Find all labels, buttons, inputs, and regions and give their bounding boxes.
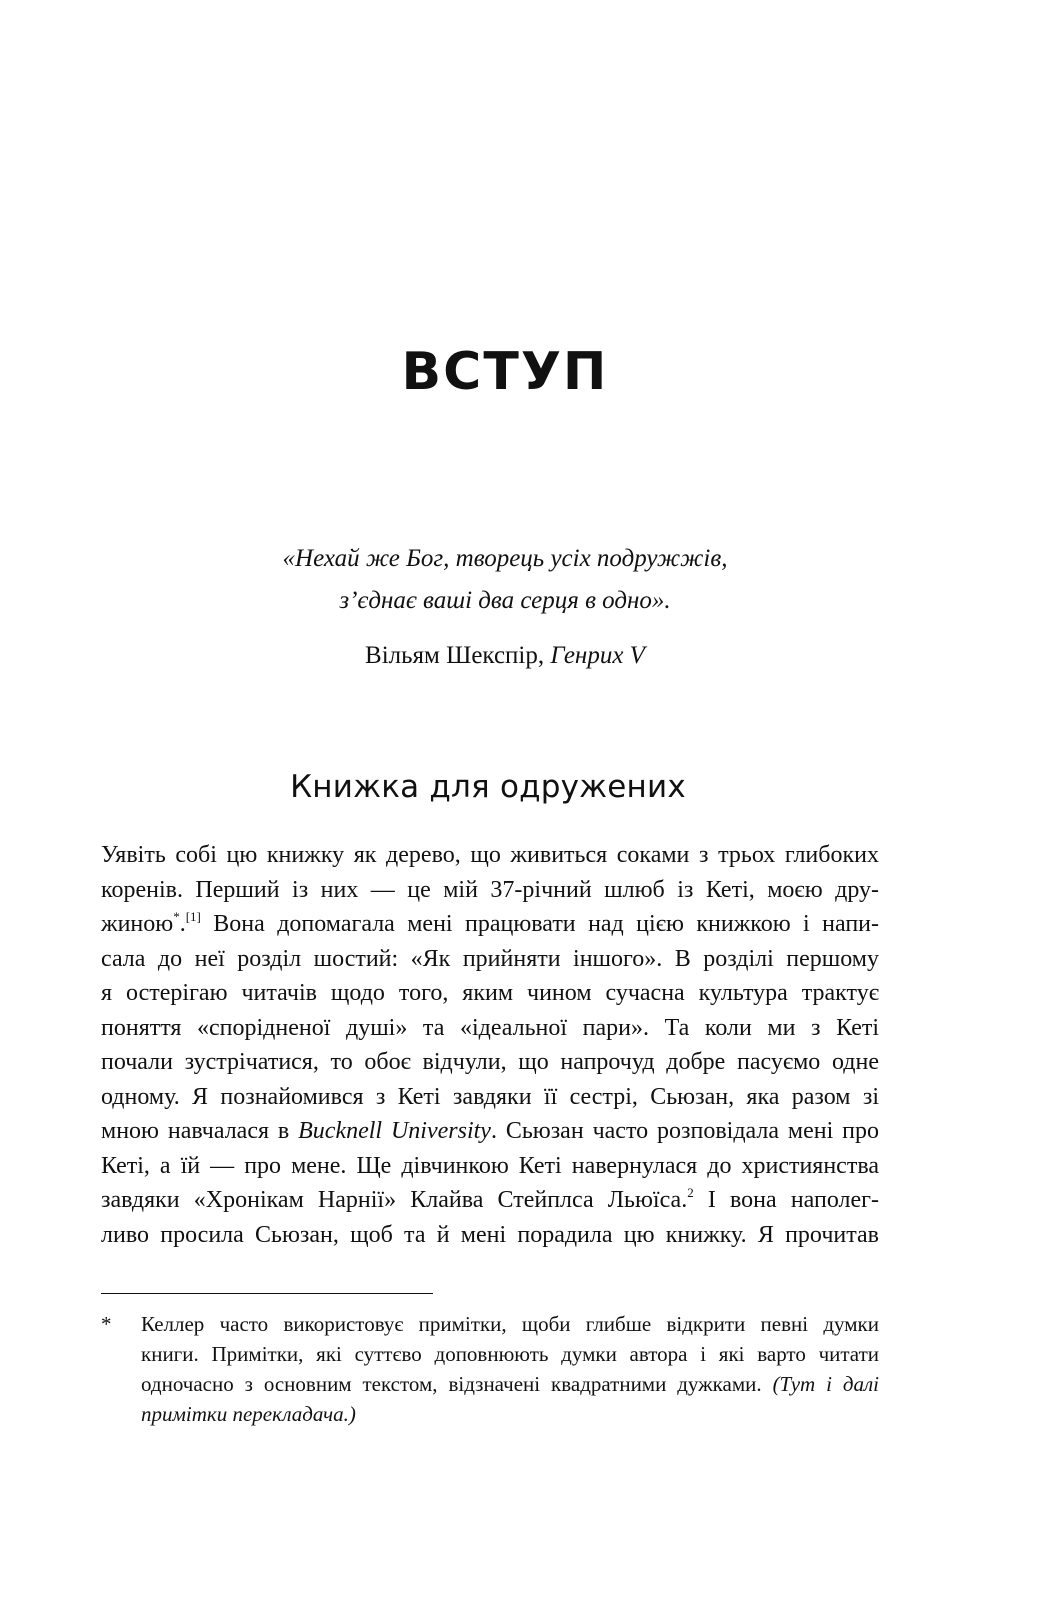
footnote-line: книги. Примітки, які суттєво доповнюють думки автора і які варто читати (141, 1342, 879, 1366)
body-line: я остерігаю читачів щодо того, яким чином сучасна культура трактує (101, 980, 879, 1006)
body-line: поняття «спорідненої душі» та «ідеальної пари». Та коли ми з Кеті (101, 1014, 879, 1041)
footnote-text (141, 1309, 879, 1429)
body-line: одному. Я познайомився з Кеті завдяки її сестрі, Сьюзан, яка разом зі (101, 1083, 879, 1110)
footnote-line: одночасно з основним текстом, відзначені квадратними дужками. (Тут і далі (141, 1372, 879, 1396)
epigraph-line: з’єднає ваші два серця в одно». (339, 587, 671, 614)
epigraph-line: «Нехай же Бог, творець усіх подружжів, (282, 545, 728, 572)
endnote-reference[interactable]: 2 (687, 1185, 694, 1200)
body-line: сала до неї розділ шостий: «Як прийняти іншого». В розділі першому (101, 945, 879, 972)
chapter-title: ВСТУП (401, 342, 609, 402)
body-line: жиною*.[1] Вона допомагала мені працювати над цією книжкою і напи- (101, 909, 879, 937)
body-line: почали зустрічатися, то обоє відчули, що напрочуд добре пасуємо одне (101, 1049, 879, 1075)
university-name: Bucknell University (298, 1118, 491, 1144)
footnote-reference[interactable]: * (173, 909, 180, 924)
footnote-divider (101, 1293, 433, 1294)
body-line: Уявіть собі цю книжку як дерево, що живиться соками з трьох глибоких (101, 842, 879, 868)
footnote-marker: * (101, 1312, 112, 1336)
footnote-line: Келлер часто використовує примітки, щоби глибше відкрити певні думки (141, 1312, 879, 1336)
epigraph (0, 538, 1010, 676)
translator-note: (Тут і далі (772, 1372, 879, 1396)
epigraph-author: Вільям Шекспір, (365, 642, 545, 669)
body-text (101, 838, 879, 1252)
footnote-line (141, 1399, 879, 1429)
section-heading: Книжка для одружених (290, 769, 686, 805)
body-line: завдяки «Хронікам Нарнії» Клайва Стейплса Льюїса.$^2$ І вона наполег- (101, 1185, 879, 1213)
body-line: ливо просила Сьюзан, щоб та й мені порадила цю книжку. Я прочитав (101, 1221, 879, 1248)
epigraph-attribution (0, 636, 1010, 676)
endnote-reference[interactable]: [1] (185, 909, 201, 924)
body-line: мною навчалася в Bucknell University. Сьюзан часто розповідала мені про (101, 1118, 879, 1144)
body-line: Кеті, а їй — про мене. Ще дівчинкою Кеті навернулася до християнства (101, 1152, 879, 1179)
footnote (101, 1309, 879, 1429)
epigraph-work: Генрих V (550, 642, 645, 669)
body-line: коренів. Перший із них — це мій 37-річний шлюб із Кеті, моєю дру- (101, 876, 879, 903)
translator-note: примітки перекладача.) (141, 1402, 356, 1426)
